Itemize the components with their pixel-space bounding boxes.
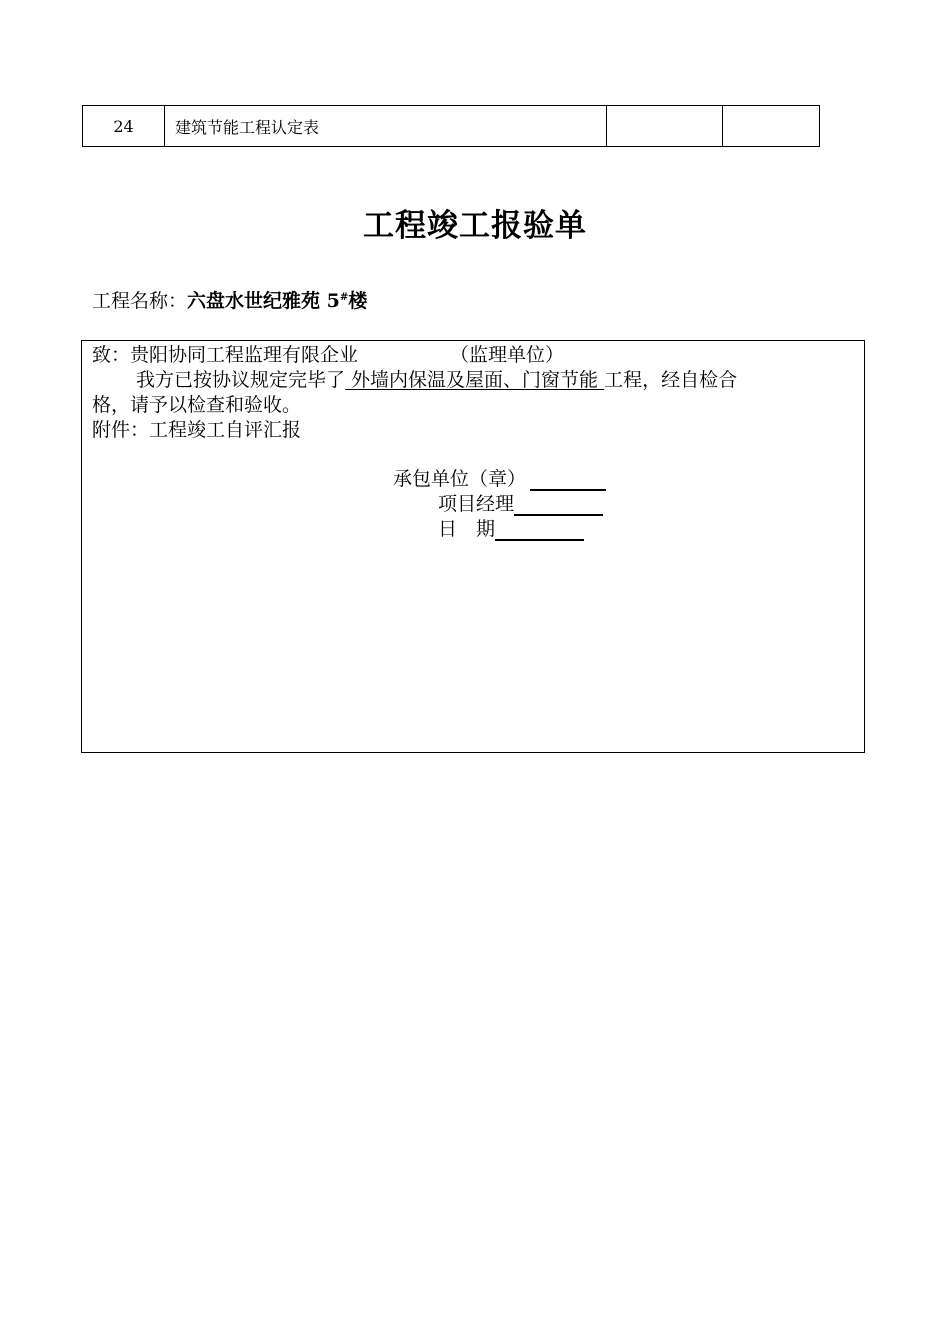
manager-label: 项目经理 [438, 493, 515, 515]
recipient-line [92, 343, 564, 367]
contractor-label: 承包单位（章） [393, 468, 527, 490]
body-line-1 [136, 368, 737, 392]
date-label: 日 期 [438, 518, 496, 540]
manager-signature-blank [514, 494, 603, 516]
report-form-box [81, 340, 865, 753]
contractor-signature-blank [530, 469, 606, 491]
project-name-line [92, 286, 367, 313]
previous-page-table [82, 105, 820, 147]
row-empty-cell [723, 106, 820, 147]
row-empty-cell [607, 106, 723, 147]
project-scope: 外墙内保温及屋面、门窗节能 [345, 369, 605, 391]
row-name-cell: 建筑节能工程认定表 [165, 106, 607, 147]
project-name-suffix: 楼 [348, 290, 368, 312]
body-prefix: 我方已按协议规定完毕了 [136, 369, 346, 391]
project-label: 工程名称： [92, 290, 188, 312]
project-name-sup: # [339, 292, 349, 303]
to-company: 贵阳协同工程监理有限企业 [130, 344, 359, 366]
date-blank [495, 519, 584, 541]
body-line-2: 格，请予以检查和验收。 [92, 394, 302, 416]
contractor-line [393, 467, 606, 491]
document-title: 工程竣工报验单 [363, 208, 587, 244]
attachment-line: 附件：工程竣工自评汇报 [92, 419, 302, 441]
to-role: （监理单位） [450, 344, 565, 366]
to-label: 致： [92, 344, 131, 366]
body-suffix: 工程，经自检合 [604, 369, 738, 391]
row-number-cell: 24 [83, 106, 165, 147]
project-name [187, 290, 367, 312]
table-row [83, 106, 820, 147]
date-line [438, 517, 584, 541]
manager-line [438, 492, 603, 516]
project-name-text: 六盘水世纪雅苑 5 [187, 290, 340, 312]
